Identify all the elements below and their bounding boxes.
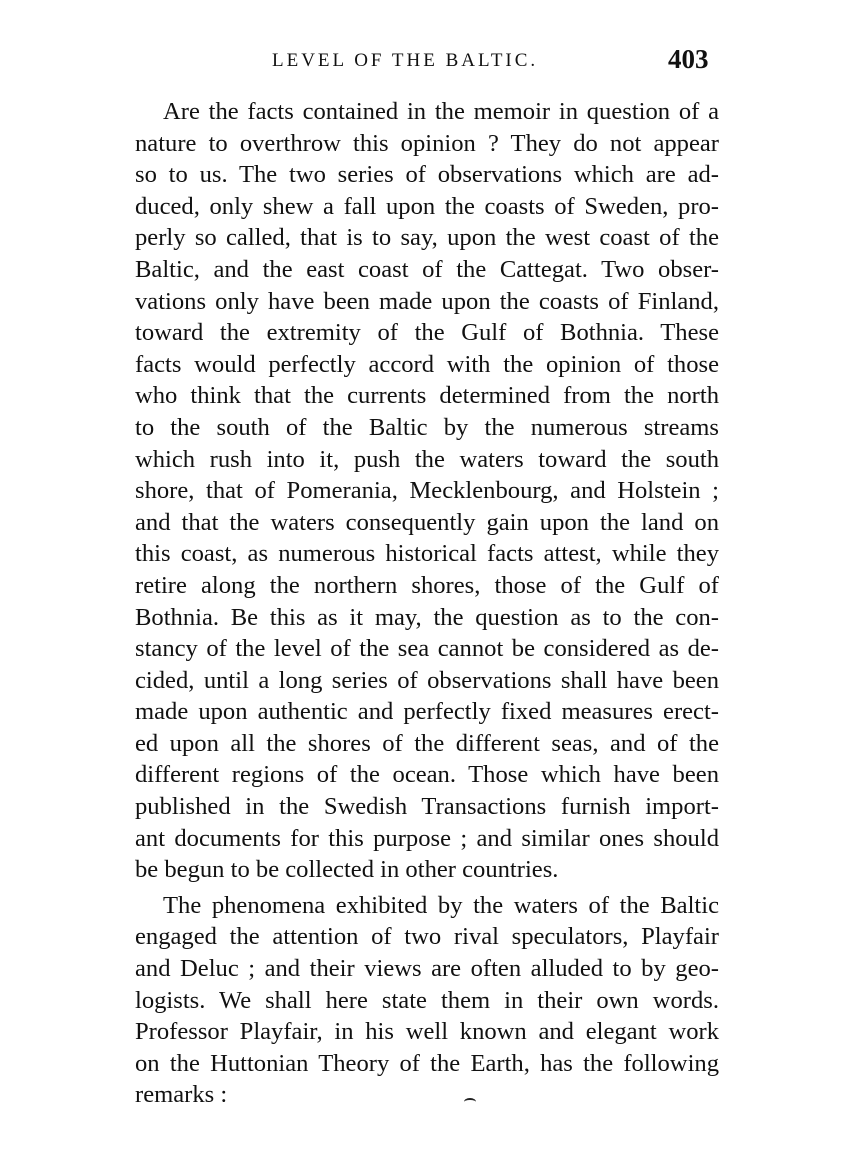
text-line: on the Huttonian Theory of the Earth, has the following bbox=[135, 1049, 719, 1077]
text-line: toward the extremity of the Gulf of Bothnia. These bbox=[135, 319, 719, 347]
text-line: different regions of the ocean. Those which have been bbox=[135, 761, 719, 789]
body-text bbox=[135, 96, 719, 1111]
text-line: perly so called, that is to say, upon the west coast of the bbox=[135, 224, 719, 252]
text-line: ed upon all the shores of the different seas, and of the bbox=[135, 729, 719, 757]
text-line: so to us. The two series of observations which are ad- bbox=[135, 161, 719, 189]
text-line: Professor Playfair, in his well known and elegant work bbox=[135, 1018, 719, 1046]
text-line: Baltic, and the east coast of the Cattegat. Two obser- bbox=[135, 255, 719, 283]
text-line: Bothnia. Be this as it may, the question as to the con- bbox=[135, 603, 719, 631]
running-header bbox=[0, 44, 850, 80]
text-line: be begun to be collected in other countries. bbox=[135, 856, 559, 884]
text-line: made upon authentic and perfectly fixed measures erect- bbox=[135, 698, 719, 726]
text-line: The phenomena exhibited by the waters of the Baltic bbox=[163, 891, 719, 919]
text-line: to the south of the Baltic by the numerous streams bbox=[135, 413, 719, 441]
text-line: which rush into it, push the waters toward the south bbox=[135, 445, 719, 473]
text-line: who think that the currents determined from the north bbox=[135, 382, 719, 410]
text-line: retire along the northern shores, those of the Gulf of bbox=[135, 571, 719, 599]
text-line: ant documents for this purpose ; and similar ones should bbox=[135, 824, 719, 852]
text-line: and that the waters consequently gain upon the land on bbox=[135, 508, 719, 536]
text-line: stancy of the level of the sea cannot be considered as de- bbox=[135, 635, 719, 663]
page-number: 403 bbox=[668, 44, 709, 74]
text-line: shore, that of Pomerania, Mecklenbourg, and Holstein ; bbox=[135, 477, 719, 505]
text-line: facts would perfectly accord with the opinion of those bbox=[135, 350, 719, 378]
text-line: duced, only shew a fall upon the coasts of Sweden, pro- bbox=[135, 192, 719, 220]
paragraph-1 bbox=[135, 96, 719, 886]
text-line: remarks : bbox=[135, 1081, 228, 1109]
running-title: LEVEL OF THE BALTIC. bbox=[272, 50, 539, 71]
paragraph-2 bbox=[135, 890, 719, 1111]
text-line: vations only have been made upon the coasts of Finland, bbox=[135, 287, 719, 315]
printer-mark bbox=[464, 1098, 476, 1106]
text-line: and Deluc ; and their views are often alluded to by geo- bbox=[135, 955, 719, 983]
text-line: published in the Swedish Transactions furnish import- bbox=[135, 793, 719, 821]
text-line: this coast, as numerous historical facts attest, while they bbox=[135, 540, 719, 568]
text-line: nature to overthrow this opinion ? They do not appear bbox=[135, 129, 719, 157]
text-line: engaged the attention of two rival speculators, Playfair bbox=[135, 923, 719, 951]
text-line: cided, until a long series of observations shall have been bbox=[135, 666, 719, 694]
text-line: Are the facts contained in the memoir in question of a bbox=[163, 98, 719, 125]
text-line: logists. We shall here state them in their own words. bbox=[135, 986, 719, 1014]
